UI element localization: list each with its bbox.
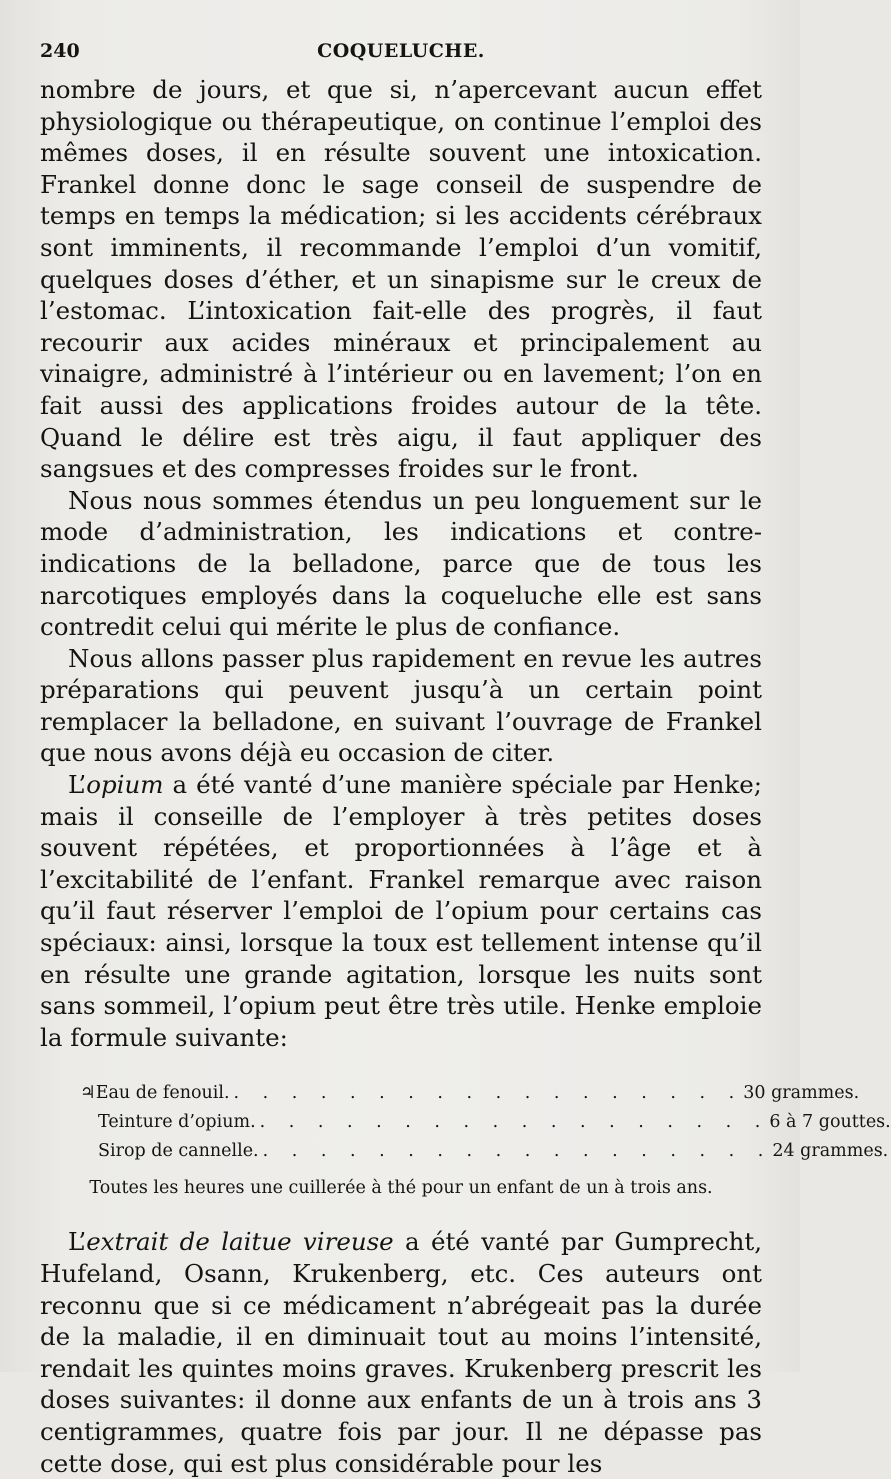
leader-dots: . . . . . . . . . . . . . . . . . . — [262, 1141, 773, 1162]
leader-dots: . . . . . . . . . . . . . . . . . . — [233, 1083, 744, 1104]
ingredient-name: Teinture d’opium. — [98, 1112, 256, 1133]
paragraph — [40, 74, 762, 485]
formula-row — [98, 1137, 889, 1166]
running-title: COQUELUCHE. — [317, 40, 485, 62]
paragraph — [40, 1226, 762, 1479]
paragraph-text: Nous allons passer plus rapidement en revue les autres préparations qui peuvent jusqu’à un certain point remplacer la belladone, en suivant l’ouvrage de Frankel que nous avons déjà eu occasion de citer. — [40, 643, 762, 768]
ingredient-dose: 24 grammes. — [772, 1141, 889, 1162]
ingredient-dose: 6 à 7 gouttes. — [769, 1112, 891, 1133]
ingredient-dose: 30 grammes. — [743, 1083, 860, 1104]
leader-dots: . . . . . . . . . . . . . . . . . . — [259, 1112, 770, 1133]
paragraph — [40, 643, 762, 769]
ingredient-name: Sirop de cannelle. — [98, 1141, 259, 1162]
page-number: 240 — [40, 40, 80, 62]
text-block-after-formula — [40, 1226, 762, 1479]
text-block-before-formula — [40, 74, 762, 1053]
prescription-formula — [80, 1079, 891, 1166]
recipe-symbol-icon: ♃ — [80, 1083, 96, 1104]
paragraph-text: L’ — [68, 770, 87, 800]
running-head — [40, 40, 762, 74]
paragraph — [40, 485, 762, 643]
italic-term: opium — [86, 770, 164, 800]
italic-term: extrait de laitue vireuse — [86, 1227, 394, 1257]
paragraph-text: a été vanté d’une manière spéciale par Henke; mais il conseille de l’employer à très petites doses souvent répétées, et proportionnées à l’âge et à l’excitabilité de l’enfant. Frankel remarque avec raison qu’il faut réserver l’emploi de l’opium pour certains cas spéciaux: ainsi, lorsque la toux est tellement intense qu’il en résulte une grande agitation, lorsque les nuits sont sans sommeil, l’opium peut être très utile. Henke emploie la formule suivante: — [40, 770, 762, 1052]
formula-row — [80, 1079, 860, 1108]
paragraph — [40, 769, 762, 1053]
paragraph-text: nombre de jours, et que si, n’apercevant aucun effet physiologique ou thérapeutique, on continue l’emploi des mêmes doses, il en résulte souvent une intoxication. Frankel donne donc le sage conseil de suspendre de temps en temps la médication; si les accidents cérébraux sont imminents, il recommande l’emploi d’un vomitif, quelques doses d’éther, et un sinapisme sur le creux de l’estomac. L’intoxication fait-elle des progrès, il faut recourir aux acides minéraux et principalement au vinaigre, administré à l’intérieur ou en lavement; l’on en fait aussi des applications froides autour de la tête. Quand le délire est très aigu, il faut appliquer des sangsues et des compresses froides sur le front. — [40, 75, 762, 484]
paragraph-text: Nous nous sommes étendus un peu longuement sur le mode d’administration, les indications et contre-indications de la belladone, parce que de tous les narcotiques employés dans la coqueluche elle est sans contredit celui qui mérite le plus de confiance. — [40, 485, 762, 642]
formula-note: Toutes les heures une cuillerée à thé pour un enfant de un à trois ans. — [89, 1178, 713, 1199]
ingredient-name: Eau de fenouil. — [95, 1083, 230, 1104]
paragraph-text: a été vanté par Gumprecht, Hufeland, Osann, Krukenberg, etc. Ces auteurs ont reconnu que si ce médicament n’abrégeait pas la durée de la maladie, il en diminuait tout au moins l’intensité, rendait les quintes moins graves. Krukenberg prescrit les doses suivantes: il donne aux enfants de un à trois ans 3 centigrammes, quatre fois par jour. Il ne dépasse pas cette dose, qui est plus considérable pour les — [40, 1227, 762, 1478]
paragraph-text: L’ — [68, 1227, 87, 1257]
formula-row — [98, 1108, 891, 1137]
